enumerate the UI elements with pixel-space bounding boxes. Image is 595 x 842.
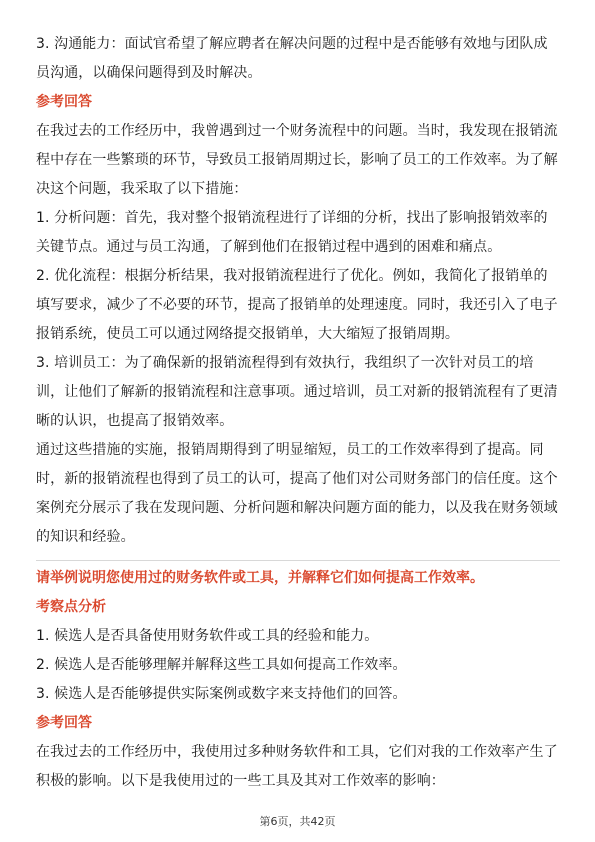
answer-heading-1: 参考回答 (36, 94, 92, 110)
analysis-point-1: 1. 候选人是否具备使用财务软件或工具的经验和能力。 (36, 628, 379, 644)
item-3-communication: 3. 沟通能力：面试官希望了解应聘者在解决问题的过程中是否能够有效地与团队成员沟通，以确保问题得到及时解决。 (36, 36, 548, 81)
section-divider (36, 560, 560, 561)
analysis-point-2: 2. 候选人是否能够理解并解释这些工具如何提高工作效率。 (36, 657, 407, 673)
step-1: 1. 分析问题：首先，我对整个报销流程进行了详细的分析，找出了影响报销效率的关键节点。通过与员工沟通，了解到他们在报销过程中遇到的困难和痛点。 (36, 210, 548, 255)
answer-heading-2: 参考回答 (36, 715, 92, 731)
page-number: 第6页，共42页 (259, 815, 336, 828)
answer-intro-1: 在我过去的工作经历中，我曾遇到过一个财务流程中的问题。当时，我发现在报销流程中存在一些繁琐的环节，导致员工报销周期过长，影响了员工的工作效率。为了解决这个问题，我采取了以下措施： (36, 123, 558, 197)
question-title: 请举例说明您使用过的财务软件或工具，并解释它们如何提高工作效率。 (36, 570, 484, 586)
answer-intro-2: 在我过去的工作经历中，我使用过多种财务软件和工具，它们对我的工作效率产生了积极的影响。以下是我使用过的一些工具及其对工作效率的影响： (36, 744, 558, 789)
conclusion: 通过这些措施的实施，报销周期得到了明显缩短，员工的工作效率得到了提高。同时，新的报销流程也得到了员工的认可，提高了他们对公司财务部门的信任度。这个案例充分展示了我在发现问题、分析问题和解决问题方面的能力，以及我在财务领域的知识和经验。 (36, 442, 558, 545)
page-content (36, 30, 560, 796)
step-3: 3. 培训员工：为了确保新的报销流程得到有效执行，我组织了一次针对员工的培训，让他们了解新的报销流程和注意事项。通过培训，员工对新的报销流程有了更清晰的认识，也提高了报销效率。 (36, 355, 558, 429)
analysis-heading: 考察点分析 (36, 599, 106, 615)
step-2: 2. 优化流程：根据分析结果，我对报销流程进行了优化。例如，我简化了报销单的填写要求，减少了不必要的环节，提高了报销单的处理速度。同时，我还引入了电子报销系统，使员工可以通过网络提交报销单，大大缩短了报销周期。 (36, 268, 558, 342)
analysis-point-3: 3. 候选人是否能够提供实际案例或数字来支持他们的回答。 (36, 686, 407, 702)
